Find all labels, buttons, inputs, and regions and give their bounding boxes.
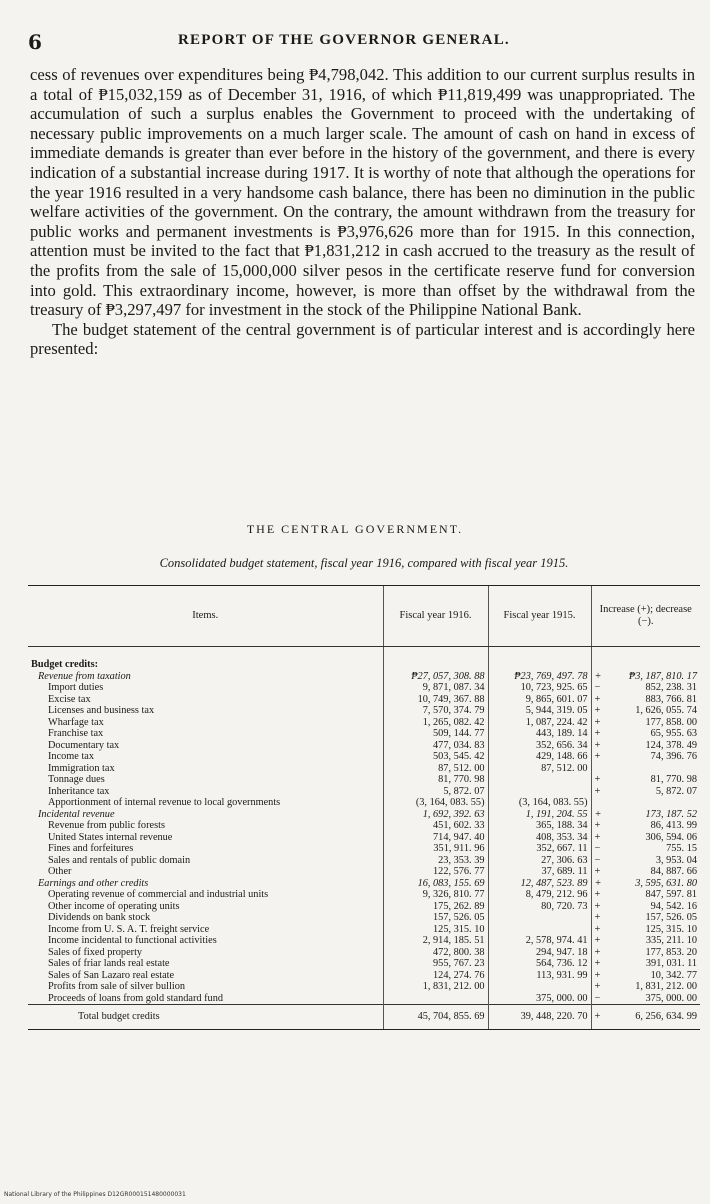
row-1916: 955, 767. 23 [383, 958, 488, 970]
row-label: Incidental revenue [38, 808, 115, 820]
row-change [591, 912, 700, 924]
row-sign: + [594, 739, 601, 751]
row-label: Franchise tax [48, 728, 104, 739]
row-1916: 23, 353. 39 [383, 855, 488, 867]
row-sign: + [594, 728, 601, 739]
row-change-value: 306, 594. 06 [645, 831, 697, 843]
row-sign: + [594, 877, 602, 889]
table-row [28, 659, 700, 671]
table-row [28, 786, 700, 798]
total-sign: + [594, 1011, 601, 1022]
table-row [28, 866, 700, 878]
row-1915: 12, 487, 523. 89 [488, 878, 591, 890]
row-label: Immigration tax [48, 762, 115, 774]
row-label: Apportionment of internal revenue to local governments [48, 797, 281, 808]
table-row [28, 809, 700, 821]
row-1915: 80, 720. 73 [488, 901, 591, 913]
row-1915: ₱23, 769, 497. 78 [488, 671, 591, 683]
row-sign: + [594, 831, 601, 843]
row-sign: + [594, 958, 601, 969]
row-change-value: 335, 211. 10 [645, 935, 697, 946]
row-change-value: 81, 770. 98 [650, 774, 697, 785]
row-1916: 125, 315. 10 [383, 924, 488, 936]
row-change [591, 705, 700, 717]
row-sign: + [594, 866, 601, 877]
row-label: Income tax [48, 751, 95, 762]
row-1916: 503, 545. 42 [383, 751, 488, 763]
row-1915: 1, 191, 204. 55 [488, 809, 591, 821]
table-row [28, 717, 700, 729]
row-change [591, 751, 700, 763]
table-row [28, 694, 700, 706]
row-1915: 365, 188. 34 [488, 820, 591, 832]
row-1915 [488, 786, 591, 798]
row-change-value: 1, 626, 055. 74 [635, 705, 697, 716]
row-1915: 27, 306. 63 [488, 855, 591, 867]
row-label: Revenue from taxation [38, 670, 131, 682]
row-sign: + [594, 670, 602, 682]
row-sign: − [594, 682, 601, 693]
row-1915: 408, 353. 34 [488, 832, 591, 844]
body-text [30, 65, 695, 359]
row-label: Operating revenue of commercial and industrial units [48, 889, 269, 900]
row-1915: 8, 479, 212. 96 [488, 889, 591, 901]
row-change [591, 855, 700, 867]
row-sign: + [594, 889, 601, 900]
row-label: Tonnage dues [48, 774, 105, 785]
row-change-value: 5, 872. 07 [655, 785, 697, 797]
row-1916: 351, 911. 96 [383, 843, 488, 855]
row-1916: 1, 265, 082. 42 [383, 717, 488, 729]
row-1915: 375, 000. 00 [488, 993, 591, 1005]
row-1915: 1, 087, 224. 42 [488, 717, 591, 729]
row-change-value: 173, 187. 52 [645, 808, 697, 820]
row-change [591, 878, 700, 890]
row-1916: 124, 274. 76 [383, 970, 488, 982]
row-1916: ₱27, 057, 308. 88 [383, 671, 488, 683]
total-change [591, 1005, 700, 1030]
table-row [28, 855, 700, 867]
row-label: Sales of San Lazaro real estate [48, 969, 175, 981]
table-row [28, 935, 700, 947]
row-change-value: 124, 378. 49 [645, 739, 697, 751]
row-1916: 9, 326, 810. 77 [383, 889, 488, 901]
table-body [28, 647, 700, 1005]
row-1916: 472, 800. 38 [383, 947, 488, 959]
row-1916: 2, 914, 185. 51 [383, 935, 488, 947]
row-1915: 564, 736. 12 [488, 958, 591, 970]
row-change [591, 809, 700, 821]
table-row [28, 705, 700, 717]
row-change-value: 84, 887. 66 [650, 866, 697, 877]
row-change [591, 797, 700, 809]
row-1916: 175, 262. 89 [383, 901, 488, 913]
row-change [591, 728, 700, 740]
row-label: Proceeds of loans from gold standard fund [48, 992, 224, 1004]
row-1915: 352, 656. 34 [488, 740, 591, 752]
row-sign: + [594, 981, 601, 992]
row-1916: 157, 526. 05 [383, 912, 488, 924]
row-label: Dividends on bank stock [48, 912, 151, 923]
row-label: Earnings and other credits [38, 877, 149, 889]
column-header-1916: Fiscal year 1916. [383, 586, 488, 647]
row-change [591, 763, 700, 775]
column-header-change: Increase (+); decrease (−). [591, 586, 700, 647]
row-label: Licenses and business tax [48, 705, 155, 716]
section-title: THE CENTRAL GOVERNMENT. [246, 522, 464, 536]
row-change-value: 177, 853. 20 [645, 946, 697, 958]
table-caption: Consolidated budget statement, fiscal year 1916, compared with fiscal year 1915. [159, 556, 569, 570]
row-label: Import duties [48, 682, 104, 693]
row-1916: 1, 692, 392. 63 [383, 809, 488, 821]
row-label: Budget credits: [31, 659, 99, 670]
table-row [28, 970, 700, 982]
row-change-value: 86, 413. 99 [650, 820, 697, 831]
row-change [591, 993, 700, 1005]
row-change [591, 981, 700, 993]
row-1915: (3, 164, 083. 55) [488, 797, 591, 809]
row-1915: 429, 148. 66 [488, 751, 591, 763]
column-header-items: Items. [28, 586, 383, 647]
table-row [28, 924, 700, 936]
row-1915: 294, 947. 18 [488, 947, 591, 959]
row-change [591, 659, 700, 671]
table-row [28, 671, 700, 683]
row-change [591, 717, 700, 729]
row-1916: 10, 749, 367. 88 [383, 694, 488, 706]
row-label: Other income of operating units [48, 900, 180, 912]
table-row [28, 912, 700, 924]
row-change [591, 958, 700, 970]
table-row [28, 878, 700, 890]
row-sign: + [594, 693, 601, 705]
table-row [28, 993, 700, 1005]
row-change [591, 786, 700, 798]
page-number: 6 [28, 30, 42, 54]
row-change [591, 935, 700, 947]
row-change-value: 94, 542. 16 [650, 900, 697, 912]
running-title: REPORT OF THE GOVERNOR GENERAL. [178, 32, 510, 48]
row-sign: − [594, 992, 601, 1004]
table-row [28, 740, 700, 752]
row-1916: (3, 164, 083. 55) [383, 797, 488, 809]
row-sign: + [594, 774, 601, 785]
table-row [28, 832, 700, 844]
row-change-value: 1, 831, 212. 00 [635, 981, 697, 992]
row-label: Wharfage tax [48, 716, 104, 728]
row-1916: 16, 083, 155. 69 [383, 878, 488, 890]
row-sign: + [594, 912, 601, 923]
row-change-value: 157, 526. 05 [645, 912, 697, 923]
row-1915 [488, 981, 591, 993]
row-1915: 10, 723, 925. 65 [488, 682, 591, 694]
total-label: Total budget credits [28, 1005, 383, 1030]
row-sign: + [594, 820, 601, 831]
row-change-value: ₱3, 187, 810. 17 [628, 670, 697, 682]
row-1916: 81, 770. 98 [383, 774, 488, 786]
table-row [28, 958, 700, 970]
row-sign: + [594, 923, 601, 935]
row-1915 [488, 659, 591, 671]
row-change [591, 866, 700, 878]
row-change-value: 375, 000. 00 [645, 992, 697, 1004]
row-change [591, 924, 700, 936]
row-change-value: 3, 953. 04 [655, 854, 697, 866]
row-change [591, 740, 700, 752]
row-1916: 509, 144. 77 [383, 728, 488, 740]
row-1916: 87, 512. 00 [383, 763, 488, 775]
total-1916: 45, 704, 855. 69 [383, 1005, 488, 1030]
row-change [591, 901, 700, 913]
row-sign: + [594, 716, 601, 728]
paragraph: The budget statement of the central government is of particular interest and is accordingly here presented: [30, 319, 695, 359]
row-label: Documentary tax [48, 739, 120, 751]
row-label: Sales and rentals of public domain [48, 854, 191, 866]
row-sign: + [594, 946, 601, 958]
row-1915: 2, 578, 974. 41 [488, 935, 591, 947]
row-change-value: 177, 858. 00 [645, 716, 697, 728]
row-change-value: 391, 031. 11 [645, 958, 697, 969]
row-1915: 9, 865, 601. 07 [488, 694, 591, 706]
row-label: Income incidental to functional activities [48, 935, 217, 946]
row-sign: + [594, 751, 601, 762]
table-row [28, 682, 700, 694]
row-1915: 352, 667. 11 [488, 843, 591, 855]
table-row [28, 947, 700, 959]
table-spacer-row [28, 647, 700, 660]
row-1916: 451, 602. 33 [383, 820, 488, 832]
row-change [591, 832, 700, 844]
page-header [28, 30, 682, 54]
row-label: Other [48, 866, 72, 877]
row-sign: + [594, 705, 601, 716]
table-row [28, 774, 700, 786]
row-change-value: 3, 595, 631. 80 [635, 877, 697, 889]
row-label: Excise tax [48, 693, 91, 705]
row-change-value: 852, 238. 31 [645, 682, 697, 693]
row-sign: + [594, 785, 601, 797]
table-row [28, 763, 700, 775]
row-change-value: 883, 766. 81 [645, 693, 697, 705]
row-1915: 113, 931. 99 [488, 970, 591, 982]
budget-table [28, 585, 700, 1030]
row-1916: 477, 034. 83 [383, 740, 488, 752]
table-row [28, 901, 700, 913]
row-1915 [488, 912, 591, 924]
row-change-value: 10, 342. 77 [650, 969, 697, 981]
row-sign: + [594, 808, 602, 820]
row-label: Income from U. S. A. T. freight service [48, 923, 210, 935]
row-1915: 443, 189. 14 [488, 728, 591, 740]
table-row [28, 981, 700, 993]
row-change-value: 65, 955. 63 [650, 728, 697, 739]
row-change [591, 970, 700, 982]
total-row [28, 1005, 700, 1030]
row-change-value: 847, 597. 81 [645, 889, 697, 900]
row-sign: − [594, 854, 601, 866]
row-label: Sales of fixed property [48, 946, 143, 958]
row-1916: 1, 831, 212. 00 [383, 981, 488, 993]
row-1915 [488, 774, 591, 786]
row-1916: 122, 576. 77 [383, 866, 488, 878]
row-change [591, 947, 700, 959]
table-row [28, 728, 700, 740]
row-change-value: 74, 396. 76 [650, 751, 697, 762]
row-change [591, 774, 700, 786]
row-1915: 87, 512. 00 [488, 763, 591, 775]
row-1916: 9, 871, 087. 34 [383, 682, 488, 694]
total-change-value: 6, 256, 634. 99 [635, 1011, 697, 1022]
row-change-value: 755. 15 [666, 843, 697, 854]
row-1915: 37, 689. 11 [488, 866, 591, 878]
paragraph: cess of revenues over expenditures being ₱4,798,042. This addition to our current surplus results in a total of ₱15,032,159 as of December 31, 1916, of which ₱11,819,499 was unappropriated. The accumulation of such a surplus enables the Government to proceed with the undertaking of necessary public improvements on a much larger scale. The amount of cash on hand in excess of immediate demands is greater than ever before in the history of the government, and there is every indication of a substantial increase during 1917. It is worthy of note that although the operations for the year 1916 resulted in a very handsome cash balance, there has been no diminution in the public welfare activities of the government. On the contrary, the amount withdrawn from the treasury for public works and permanent investments is ₱3,976,626 more than for 1915. In this connection, attention must be invited to the fact that ₱1,831,212 in cash accrued to the treasury as the result of the profits from the sale of 15,000,000 silver pesos in the certificate reserve fund for conversion into gold. This extraordinary income, however, is more than offset by the withdrawal from the treasury of ₱3,297,497 for investment in the stock of the Philippine National Bank. [30, 65, 695, 320]
row-change [591, 820, 700, 832]
row-1916: 5, 872. 07 [383, 786, 488, 798]
table-row [28, 820, 700, 832]
row-1916 [383, 993, 488, 1005]
row-change [591, 682, 700, 694]
row-sign: + [594, 935, 601, 946]
row-change [591, 694, 700, 706]
row-1916: 7, 570, 374. 79 [383, 705, 488, 717]
row-label: United States internal revenue [48, 831, 173, 843]
row-label: Inheritance tax [48, 785, 110, 797]
row-sign: − [594, 843, 601, 854]
row-change [591, 843, 700, 855]
table-header-row [28, 586, 700, 647]
row-1916 [383, 659, 488, 671]
row-1915: 5, 944, 319. 05 [488, 705, 591, 717]
row-label: Sales of friar lands real estate [48, 958, 170, 969]
row-label: Revenue from public forests [48, 820, 165, 831]
row-change [591, 889, 700, 901]
row-change [591, 671, 700, 683]
row-1916: 714, 947. 40 [383, 832, 488, 844]
table-row [28, 889, 700, 901]
row-label: Profits from sale of silver bullion [48, 981, 185, 992]
table-row [28, 843, 700, 855]
row-label: Fines and forfeitures [48, 843, 134, 854]
library-footer: National Library of the Philippines D12GR000151480000031 [4, 1191, 186, 1198]
row-change-value: 125, 315. 10 [645, 923, 697, 935]
table-row [28, 751, 700, 763]
column-header-1915: Fiscal year 1915. [488, 586, 591, 647]
row-sign: + [594, 900, 601, 912]
row-sign: + [594, 969, 601, 981]
table-row [28, 797, 700, 809]
total-1915: 39, 448, 220. 70 [488, 1005, 591, 1030]
row-1915 [488, 924, 591, 936]
